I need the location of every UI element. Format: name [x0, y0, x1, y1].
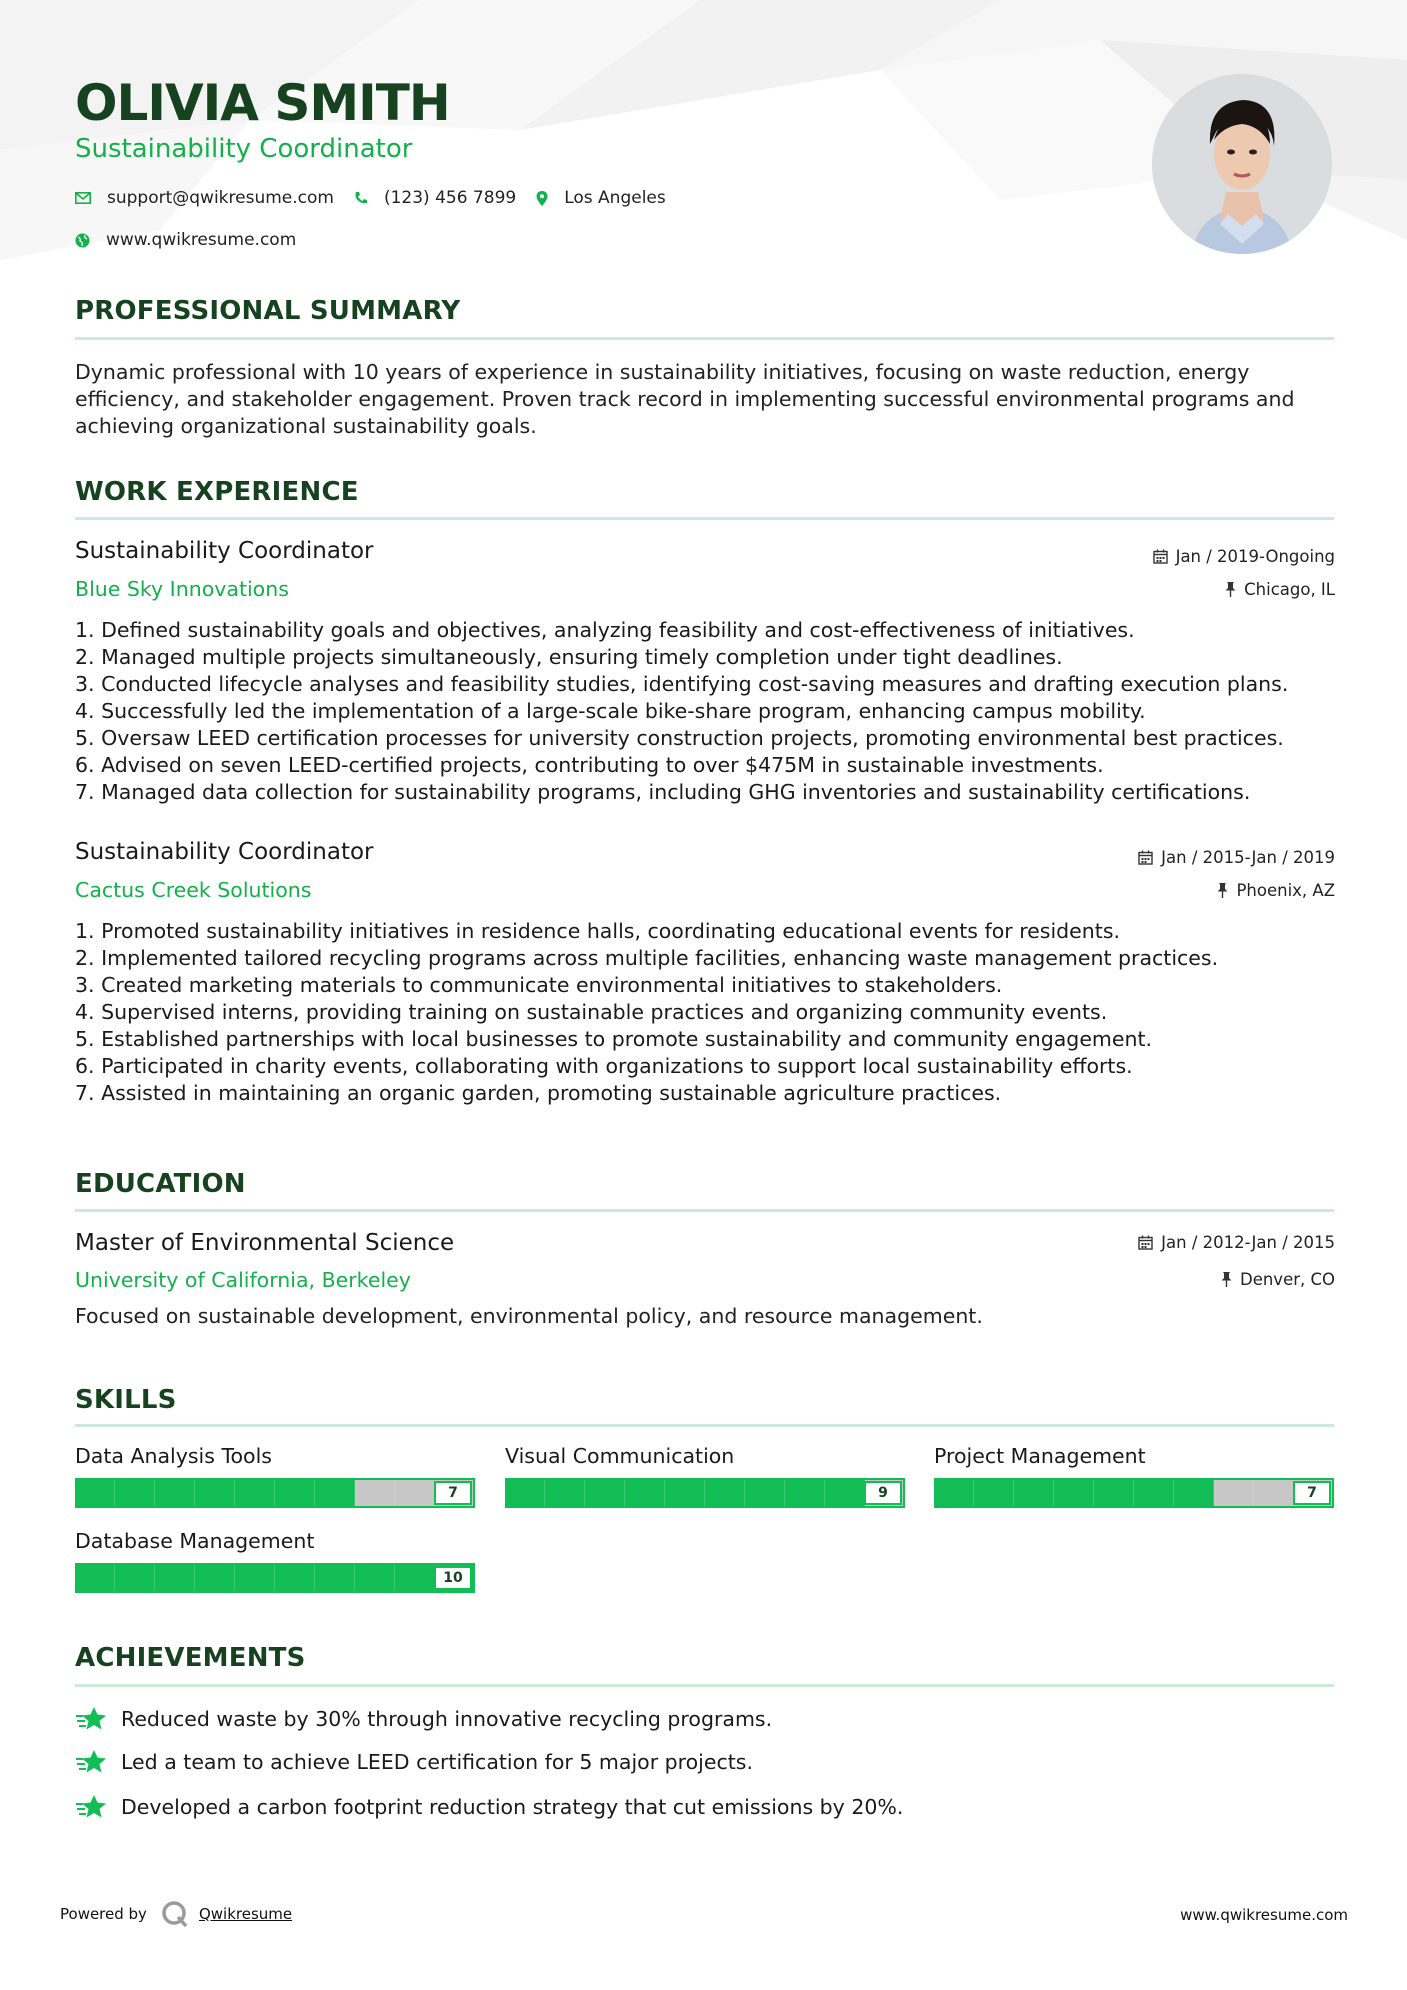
achievement-text: Developed a carbon footprint reduction strategy that cut emissions by 20%. [121, 1795, 904, 1819]
skill-bar [934, 1478, 1334, 1508]
phone-icon [354, 191, 368, 205]
pushpin-icon [1221, 1272, 1232, 1287]
skill-bar [75, 1478, 475, 1508]
job-location [1217, 881, 1335, 900]
skill-item [934, 1444, 1334, 1508]
summary-text: Dynamic professional with 10 years of experience in sustainability initiatives, focusing on waste reduction, energy efficiency, and stakeholder engagement. Proven track record in implementing successful environmental programs and achieving organizational sustainability goals. [75, 360, 1295, 438]
company-name: Blue Sky Innovations [75, 577, 289, 601]
degree-title: Master of Environmental Science [75, 1230, 455, 1256]
list-item: 6. Participated in charity events, collaborating with organizations to support local sustainability efforts. [75, 1054, 1133, 1078]
company-name: Cactus Creek Solutions [75, 878, 312, 902]
skill-name: Data Analysis Tools [75, 1444, 272, 1468]
pushpin-icon [1217, 883, 1228, 898]
school-name: University of California, Berkeley [75, 1268, 411, 1292]
globe-icon [75, 233, 90, 248]
envelope-icon [75, 192, 91, 204]
achievements-heading: ACHIEVEMENTS [75, 1643, 306, 1673]
summary-heading: PROFESSIONAL SUMMARY [75, 296, 461, 326]
education-location [1221, 1270, 1335, 1289]
skill-item [75, 1444, 475, 1508]
job-bullets [75, 617, 1340, 806]
skill-name: Project Management [934, 1444, 1146, 1468]
education-dates-text: Jan / 2012-Jan / 2015 [1161, 1233, 1335, 1252]
skill-bar-ticks [934, 1478, 1334, 1508]
experience-divider [75, 517, 1334, 520]
job-dates [1153, 547, 1335, 566]
list-item: 3. Created marketing materials to communicate environmental initiatives to stakeholders. [75, 973, 1003, 997]
skill-bar [75, 1563, 475, 1593]
skill-level-badge: 7 [434, 1481, 472, 1505]
candidate-name: OLIVIA SMITH [75, 74, 450, 132]
list-item: 1. Promoted sustainability initiatives in residence halls, coordinating educational events for residents. [75, 919, 1121, 943]
location-text: Los Angeles [564, 188, 666, 208]
education-dates [1138, 1233, 1335, 1252]
brand-link[interactable]: Qwikresume [198, 1905, 293, 1923]
achievement-text: Led a team to achieve LEED certification for 5 major projects. [121, 1750, 753, 1774]
achievement-item [75, 1794, 903, 1820]
achievement-item [75, 1706, 772, 1732]
footer-powered-by [60, 1900, 292, 1928]
list-item: 6. Advised on seven LEED-certified projects, contributing to over $475M in sustainable investments. [75, 753, 1104, 777]
job-location [1225, 580, 1335, 599]
list-item: 2. Managed multiple projects simultaneously, ensuring timely completion under tight deadlines. [75, 645, 1063, 669]
job-title: Sustainability Coordinator [75, 538, 374, 564]
job-location-text: Chicago, IL [1244, 580, 1335, 599]
list-item: 7. Managed data collection for sustainability programs, including GHG inventories and sustainability certifications. [75, 780, 1251, 804]
education-heading: EDUCATION [75, 1169, 246, 1199]
skills-heading: SKILLS [75, 1385, 177, 1415]
skill-level-badge: 10 [434, 1566, 472, 1590]
list-item: 4. Supervised interns, providing training on sustainable practices and organizing community events. [75, 1000, 1108, 1024]
education-description: Focused on sustainable development, environmental policy, and resource management. [75, 1304, 983, 1328]
candidate-title: Sustainability Coordinator [75, 134, 413, 164]
achievements-divider [75, 1684, 1334, 1687]
job-location-text: Phoenix, AZ [1236, 881, 1335, 900]
list-item: 5. Established partnerships with local businesses to promote sustainability and community engagement. [75, 1027, 1153, 1051]
email-text: support@qwikresume.com [107, 188, 334, 208]
website-text: www.qwikresume.com [106, 230, 297, 250]
contact-location [536, 188, 666, 208]
skill-name: Database Management [75, 1529, 315, 1553]
list-item: 1. Defined sustainability goals and objectives, analyzing feasibility and cost-effectiveness of initiatives. [75, 618, 1135, 642]
achievement-text: Reduced waste by 30% through innovative recycling programs. [121, 1707, 773, 1731]
contact-row-website [75, 230, 316, 250]
job-bullets [75, 918, 1340, 1107]
shooting-star-icon [75, 1706, 107, 1732]
qwikresume-logo-icon [161, 1900, 189, 1928]
education-divider [75, 1209, 1334, 1212]
skill-item [75, 1529, 475, 1593]
summary-divider [75, 337, 1334, 340]
skill-bar-ticks [75, 1563, 475, 1593]
phone-text: (123) 456 7899 [383, 188, 517, 208]
pushpin-icon [1225, 582, 1236, 597]
skill-item [505, 1444, 905, 1508]
contact-phone[interactable] [354, 188, 516, 208]
list-item: 2. Implemented tailored recycling programs across multiple facilities, enhancing waste management practices. [75, 946, 1219, 970]
list-item: 4. Successfully led the implementation of a large-scale bike-share program, enhancing campus mobility. [75, 699, 1146, 723]
map-pin-icon [536, 191, 548, 206]
shooting-star-icon [75, 1749, 107, 1775]
achievement-item [75, 1749, 753, 1775]
job-title: Sustainability Coordinator [75, 839, 374, 865]
calendar-icon [1138, 1235, 1153, 1250]
education-location-text: Denver, CO [1239, 1270, 1335, 1289]
calendar-icon [1138, 850, 1153, 865]
list-item: 7. Assisted in maintaining an organic garden, promoting sustainable agriculture practices. [75, 1081, 1002, 1105]
footer-website[interactable]: www.qwikresume.com [1180, 1906, 1348, 1924]
powered-by-label: Powered by [60, 1905, 147, 1923]
skill-bar-ticks [75, 1478, 475, 1508]
list-item: 3. Conducted lifecycle analyses and feasibility studies, identifying cost-saving measures and drafting execution plans. [75, 672, 1289, 696]
shooting-star-icon [75, 1794, 107, 1820]
job-dates-text: Jan / 2019-Ongoing [1175, 547, 1335, 566]
skills-divider [75, 1424, 1334, 1427]
skill-bar-ticks [505, 1478, 905, 1508]
job-dates-text: Jan / 2015-Jan / 2019 [1161, 848, 1335, 867]
contact-email[interactable] [75, 188, 334, 208]
contact-row [75, 188, 686, 208]
skill-bar [505, 1478, 905, 1508]
list-item: 5. Oversaw LEED certification processes for university construction projects, promoting environmental best practices. [75, 726, 1284, 750]
contact-website[interactable] [75, 230, 296, 250]
skill-level-badge: 9 [864, 1481, 902, 1505]
avatar [1152, 74, 1332, 254]
experience-heading: WORK EXPERIENCE [75, 477, 359, 507]
skill-level-badge: 7 [1293, 1481, 1331, 1505]
calendar-icon [1153, 549, 1168, 564]
skill-name: Visual Communication [505, 1444, 735, 1468]
profile-photo [1152, 74, 1332, 254]
job-dates [1138, 848, 1335, 867]
